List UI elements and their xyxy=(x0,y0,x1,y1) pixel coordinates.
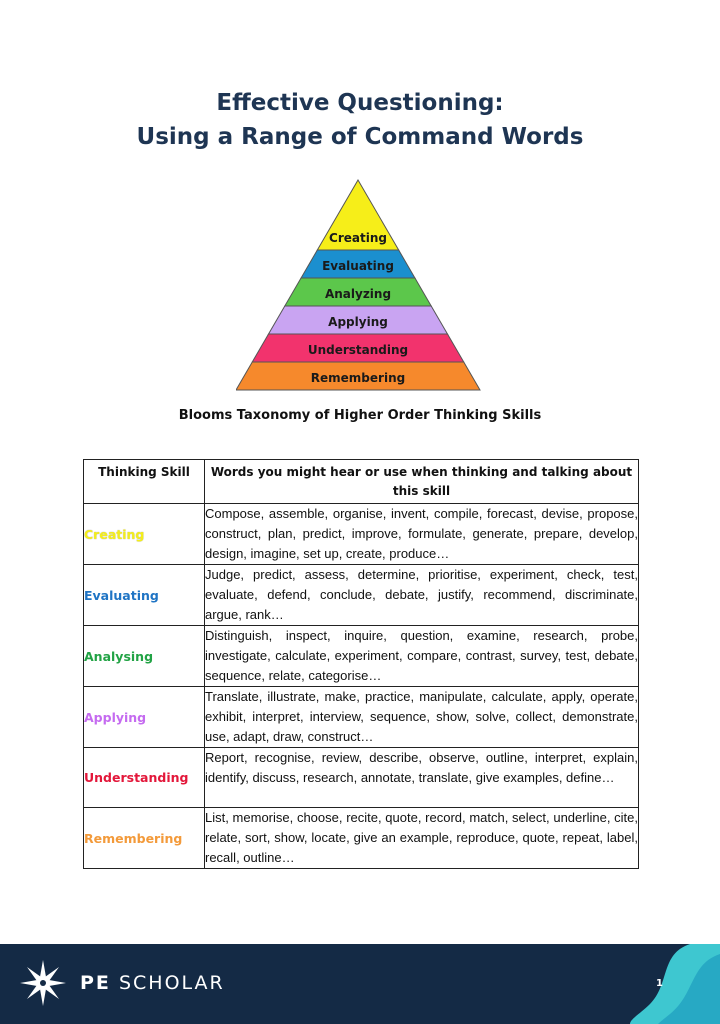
table-row xyxy=(84,808,639,869)
header-thinking-skill: Thinking Skill xyxy=(84,460,205,504)
skill-understanding: Understanding xyxy=(84,748,205,808)
skill-evaluating: Evaluating xyxy=(84,565,205,626)
brand-name xyxy=(80,972,225,994)
table-row xyxy=(84,626,639,687)
table-row xyxy=(84,504,639,565)
thinking-skills-table xyxy=(83,459,639,869)
pyramid-label-applying: Applying xyxy=(328,315,388,329)
page-title xyxy=(0,86,720,154)
words-remembering: List, memorise, choose, recite, quote, record, match, select, underline, cite, relate, sort, show, locate, give an example, reproduce, quote, repeat, label, recall, outline… xyxy=(205,808,639,869)
footer-wave-decoration xyxy=(630,944,720,1024)
pyramid-label-analyzing: Analyzing xyxy=(324,287,392,301)
pyramid-label-understanding: Understanding xyxy=(307,343,409,357)
pyramid-caption: Blooms Taxonomy of Higher Order Thinking Skills xyxy=(178,408,542,423)
title-line-2: Using a Range of Command Words xyxy=(136,124,584,150)
words-creating: Compose, assemble, organise, invent, compile, forecast, devise, propose, construct, plan, predict, improve, formulate, generate, prepare, develop, design, imagine, set up, create, produce… xyxy=(205,504,639,565)
header-words: Words you might hear or use when thinking and talking about this skill xyxy=(205,460,639,504)
table-row xyxy=(84,687,639,748)
footer-bar xyxy=(0,944,720,1024)
skill-remembering: Remembering xyxy=(84,808,205,869)
pe-scholar-logo-icon xyxy=(18,958,68,1008)
table-row xyxy=(84,748,639,808)
words-applying: Translate, illustrate, make, practice, manipulate, calculate, apply, operate, exhibit, interpret, interview, sequence, show, solve, collect, demonstrate, use, adapt, draw, construct… xyxy=(205,687,639,748)
pyramid-label-creating: Creating xyxy=(329,231,387,245)
brand-name-bold: PE xyxy=(80,972,111,994)
title-line-1: Effective Questioning: xyxy=(216,90,504,116)
words-evaluating: Judge, predict, assess, determine, prioritise, experiment, check, test, evaluate, defend, conclude, debate, justify, recommend, discriminate, argue, rank… xyxy=(205,565,639,626)
skill-applying: Applying xyxy=(84,687,205,748)
words-understanding: Report, recognise, review, describe, observe, outline, interpret, explain, identify, discuss, research, annotate, translate, give examples, define… xyxy=(205,748,639,808)
brand-name-rest: SCHOLAR xyxy=(118,972,225,994)
table-header-row xyxy=(84,460,639,504)
table-row xyxy=(84,565,639,626)
pyramid-label-evaluating: Evaluating xyxy=(322,259,394,273)
pyramid-label-remembering: Remembering xyxy=(310,371,406,385)
page-number: 1 xyxy=(656,978,663,989)
skill-creating: Creating xyxy=(84,504,205,565)
skill-analysing: Analysing xyxy=(84,626,205,687)
blooms-pyramid xyxy=(236,178,484,394)
words-analysing: Distinguish, inspect, inquire, question, examine, research, probe, investigate, calculate, experiment, compare, contrast, survey, test, debate, sequence, relate, categorise… xyxy=(205,626,639,687)
